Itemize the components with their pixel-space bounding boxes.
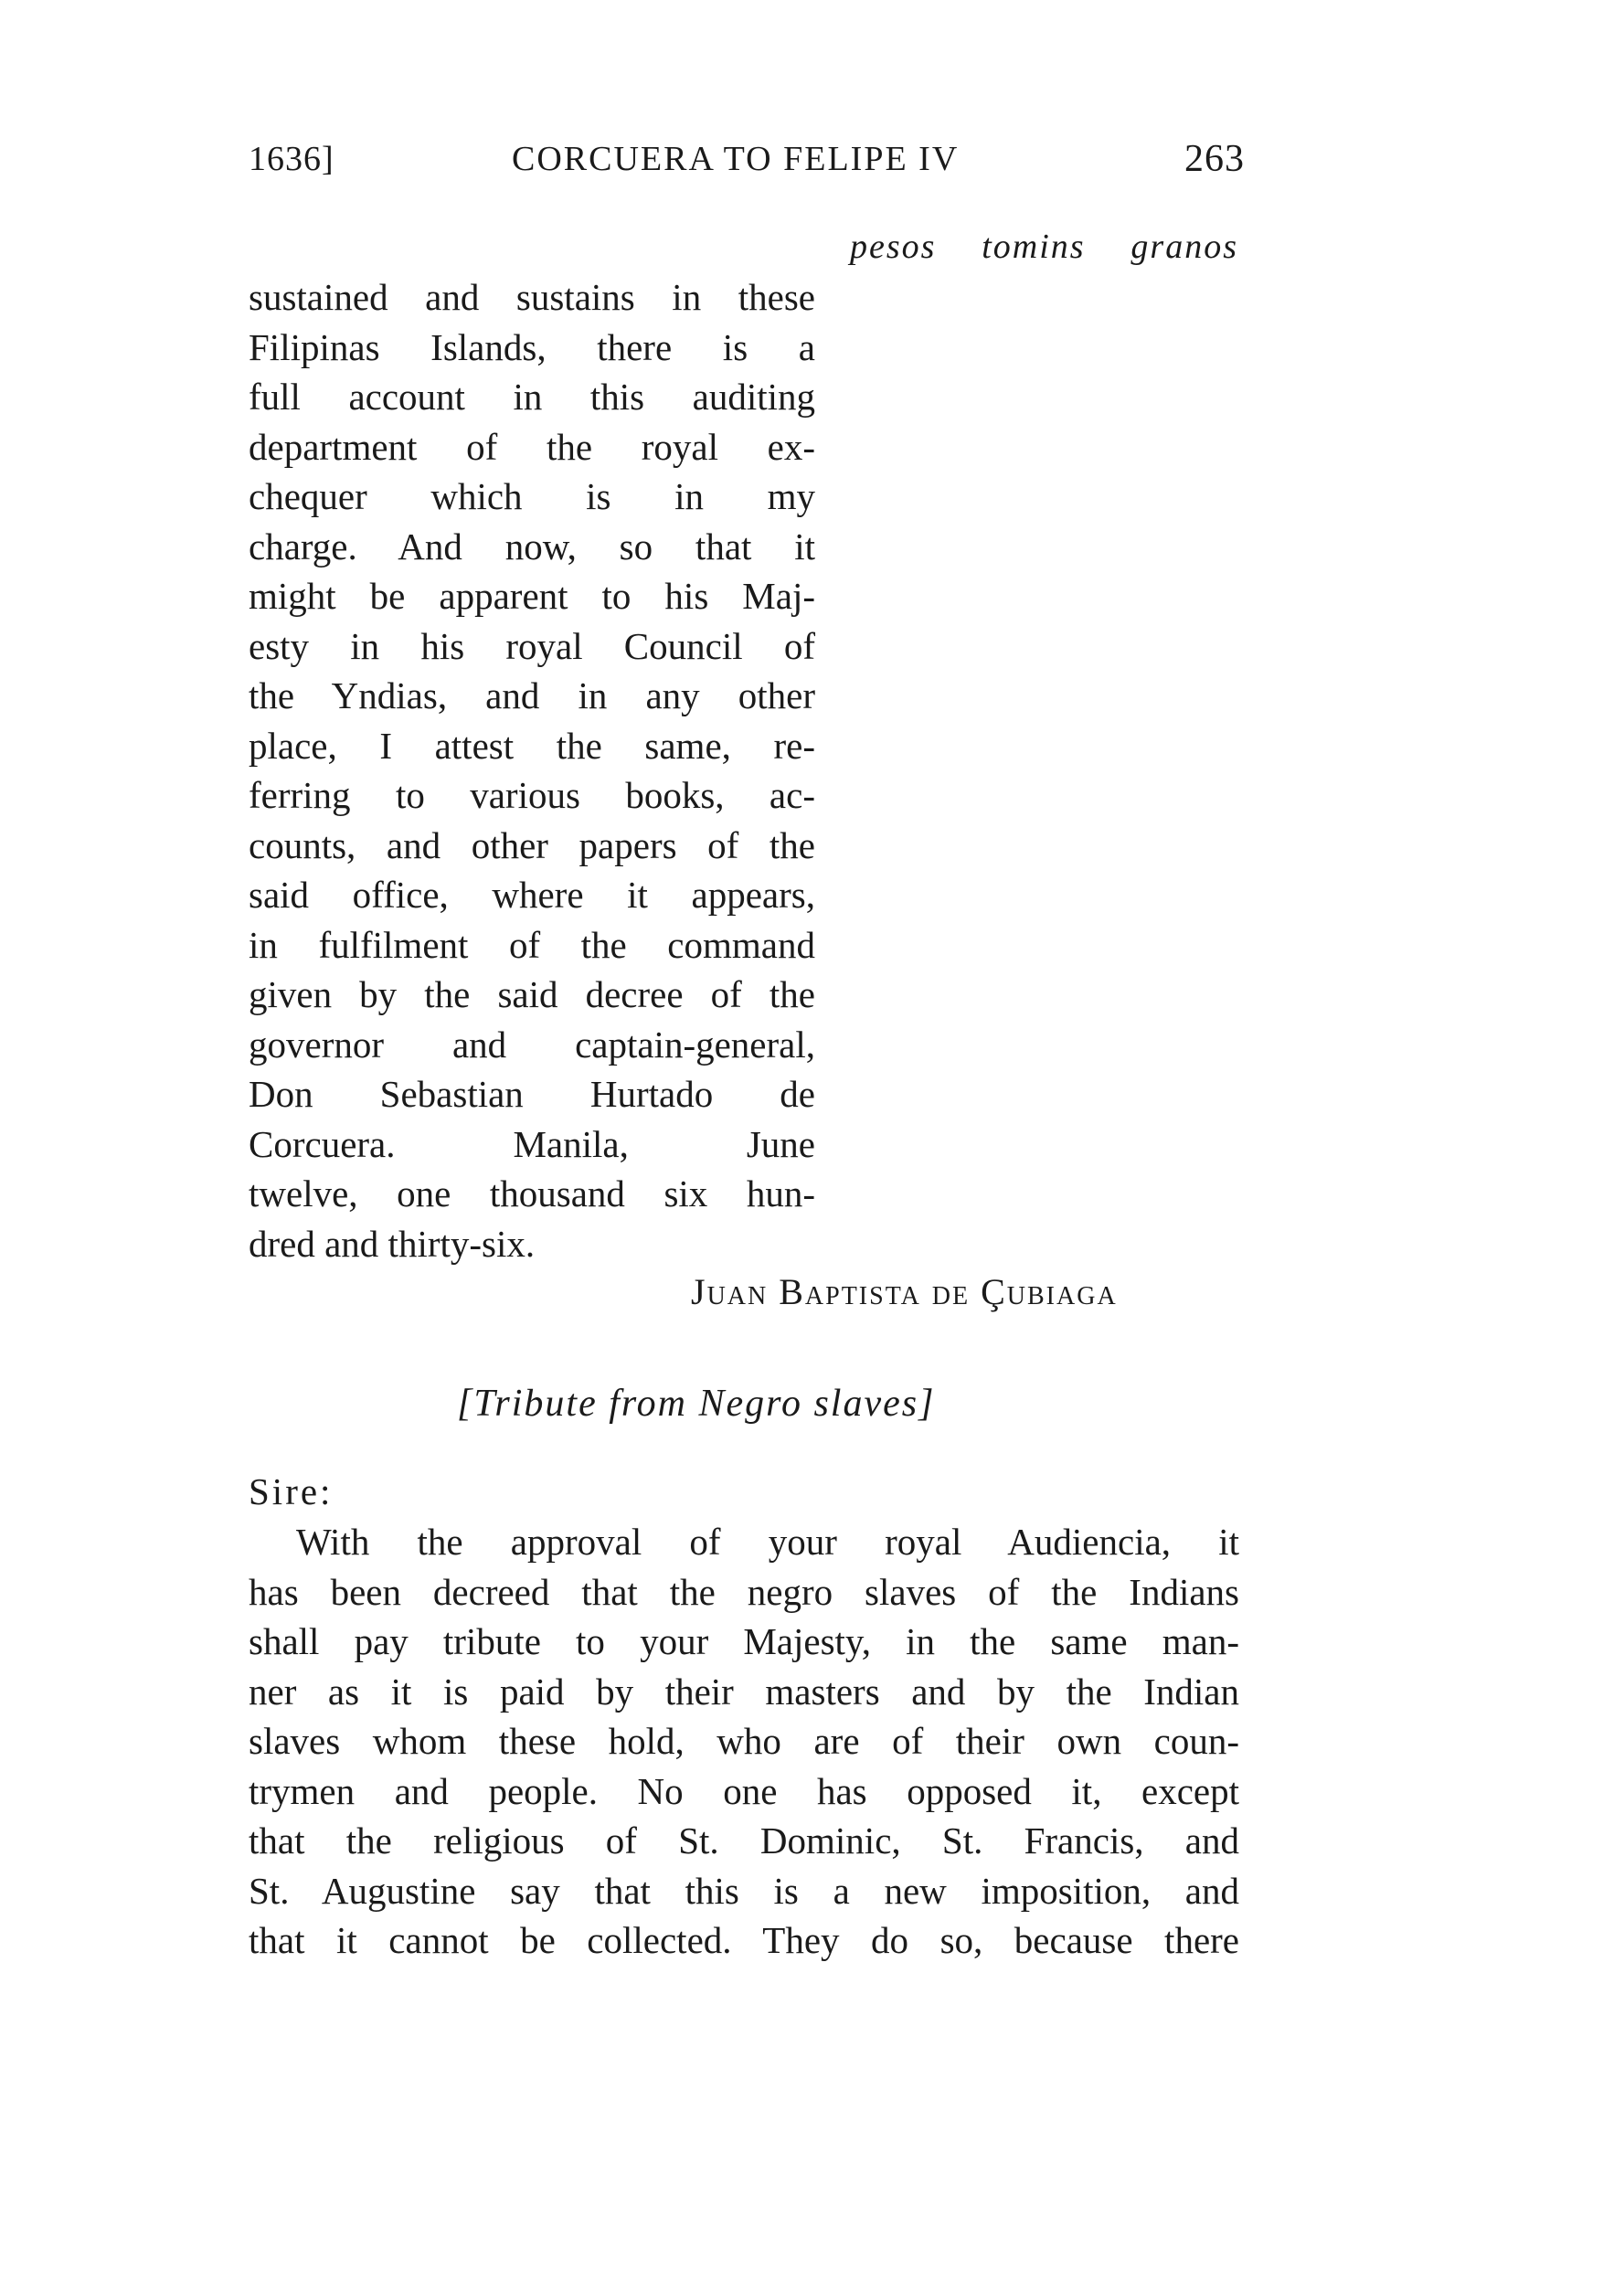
text-line: might be apparent to his Maj- [249, 575, 815, 617]
page-number: 263 [1184, 138, 1245, 180]
column-heading-tomins: tomins [982, 228, 1086, 266]
text-line: given by the said decree of the [249, 973, 815, 1015]
text-line: twelve, one thousand six hun- [249, 1172, 815, 1215]
text-line: governor and captain-general, [249, 1023, 815, 1066]
text-line: the Yndias, and in any other [249, 674, 815, 716]
text-line: sustained and sustains in these [249, 276, 815, 318]
salutation: Sire: [249, 1470, 334, 1512]
text-line: in fulfilment of the command [249, 923, 815, 966]
header-year: 1636] [249, 140, 334, 178]
text-line: place, I attest the same, re- [249, 724, 815, 767]
text-line: said office, where it appears, [249, 874, 815, 916]
column-heading-granos: granos [1130, 228, 1238, 266]
text-line: shall pay tribute to your Majesty, in the same man- [249, 1620, 1239, 1662]
text-line: St. Augustine say that this is a new imposition, and [249, 1869, 1239, 1912]
text-line: full account in this auditing [249, 376, 815, 418]
text-line: that it cannot be collected. They do so, because there [249, 1919, 1239, 1961]
ledger-column-headings [850, 227, 1238, 267]
text-line: chequer which is in my [249, 475, 815, 517]
text-line: esty in his royal Council of [249, 624, 815, 667]
attestation-paragraph [249, 272, 815, 1268]
text-line: that the religious of St. Dominic, St. Francis, and [249, 1819, 1239, 1862]
text-line: has been decreed that the negro slaves of the Indians [249, 1570, 1239, 1613]
header-title: CORCUERA TO FELIPE IV [512, 140, 960, 178]
text-line: ner as it is paid by their masters and by the Indian [249, 1670, 1239, 1713]
signature: Juan Baptista de Çubiaga [691, 1271, 1118, 1312]
text-line: ferring to various books, ac- [249, 774, 815, 816]
body-paragraph [249, 1517, 1239, 1966]
text-line: charge. And now, so that it [249, 525, 815, 568]
column-heading-pesos: pesos [850, 228, 937, 266]
text-line: With the approval of your royal Audiencia, it [296, 1521, 1239, 1563]
text-line: Filipinas Islands, there is a [249, 325, 815, 368]
text-line: Corcuera. Manila, June [249, 1122, 815, 1165]
text-line: counts, and other papers of the [249, 823, 815, 866]
text-line: dred and thirty-six. [249, 1222, 536, 1265]
text-line: trymen and people. No one has opposed it, except [249, 1769, 1239, 1812]
text-line: slaves whom these hold, who are of their own coun- [249, 1720, 1239, 1762]
text-line: Don Sebastian Hurtado de [249, 1073, 815, 1115]
text-line: department of the royal ex- [249, 425, 815, 468]
section-title: [Tribute from Negro slaves] [457, 1383, 936, 1425]
